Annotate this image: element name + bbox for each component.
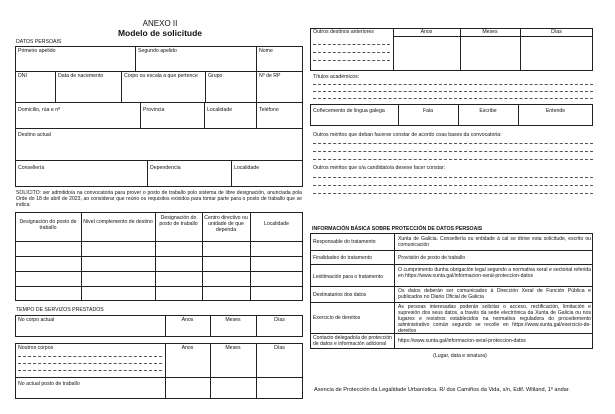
dp-label-recipients: Destinatarios dos datos <box>313 292 367 298</box>
dp-label-legitimation: Lexitimación para o tratamento <box>313 274 383 280</box>
annex-label: ANEXO II <box>142 19 178 28</box>
destinations-years: Anos <box>420 29 433 35</box>
other-destinations-label: Outros destinos anteriores <box>313 29 374 35</box>
field-rp-number[interactable]: Nº de RP <box>259 73 281 79</box>
field-dependency[interactable]: Dependencia <box>150 165 181 171</box>
field-locality[interactable]: Localidade <box>207 107 233 113</box>
field-current-destination[interactable]: Destino actual <box>18 132 51 138</box>
galician-language-label: Coñecemento de lingua galega <box>313 108 385 114</box>
section-heading-services: TEMPO DE SERVIZOS PRESTADOS <box>16 307 104 313</box>
field-first-surname[interactable]: Primeiro apelido <box>18 48 56 54</box>
posts-col-level: Nivel complemento de destino <box>83 219 153 225</box>
field-dni[interactable]: DNI <box>18 73 27 79</box>
field-second-surname[interactable]: Segundo apelido <box>138 48 177 54</box>
posts-col-designation: Designación do posto de traballo <box>19 219 77 231</box>
section-heading-personal: DATOS PERSOAIS <box>16 39 62 45</box>
field-group[interactable]: Grupo <box>208 73 223 79</box>
field-province[interactable]: Provincia <box>143 107 165 113</box>
services-months: Meses <box>225 317 241 323</box>
data-protection-heading: INFORMACIÓN BÁSICA SOBRE PROTECCIÓN DE DATOS PERSOAIS <box>312 226 483 232</box>
dp-label-purpose: Finalidades do tratamento <box>313 255 372 261</box>
services-other-days: Días <box>274 345 285 351</box>
dp-value-legitimation: O cumprimento dunha obrigación legal segundo a normativa xeral e sectorial referida en https://www.xunta.gal/informacion-xeral-proteccion-datos <box>398 267 591 280</box>
dp-value-recipients: Os datos deberán ser comunicados á Dirección Xeral de Función Pública e publicados no Diario Oficial de Galicia <box>398 288 591 301</box>
field-corps[interactable]: Corpo ou escala a que pertence <box>124 73 198 79</box>
dp-label-responsible: Responsable do tratamento <box>313 239 376 245</box>
dp-value-responsible: Xunta de Galicia. Consellería ou entidade á cal se dirixe esta solicitude, escrito ou comunicación <box>398 236 591 249</box>
field-birth-date[interactable]: Data de nacemento <box>58 73 104 79</box>
merits-label: Outros méritos que deban facerse constar de acordo coas bases da convocatoria: <box>313 132 502 138</box>
dp-label-rights: Exercicio de dereitos <box>313 315 361 321</box>
request-text: SOLICITO: ser admitido/a na convocatoria para prover o posto de traballo polo sistema de libre designación, anunciada pola Orde do 18 de abril de 2023, ao considerar que reúno os requisitos exixidos para tomar parte para o posto de traballo que se indica: <box>16 190 302 209</box>
dp-value-rights: As persoas interesadas poderán solicitar o acceso, rectificación, limitación e supresión dos seus datos, a través da sede electrónica da Xunta de Galicia ou nos lugares e rexistros establecidos na normativa reguladora do procedemento administrativo común segundo se recolle en https://www.xunta.gal/exercicio-de-dereitos <box>398 304 591 335</box>
page-title: Modelo de solicitude <box>117 28 203 38</box>
destinations-days: Días <box>551 29 562 35</box>
other-merits-label: Outros méritos que o/a candidato/a desexe facer constar: <box>313 165 446 171</box>
field-department[interactable]: Consellería <box>18 165 45 171</box>
services-other-months: Meses <box>225 345 241 351</box>
field-name[interactable]: Nome <box>259 48 273 54</box>
destinations-months: Meses <box>482 29 498 35</box>
services-current-post: No actual posto de traballo <box>18 381 80 387</box>
posts-col-locality: Localidade <box>263 221 290 227</box>
academic-titles-label: Títulos académicos: <box>313 74 360 80</box>
footer-address: Axencia de Protección da Legalidade Urbanística. R/ dos Camiños da Vida, s/n, Edif. Witland, 1º andar. <box>314 387 570 393</box>
services-other-years: Anos <box>181 345 194 351</box>
services-days: Días <box>274 317 285 323</box>
services-other-bodies: Noutros corpos <box>18 345 54 351</box>
field-phone[interactable]: Teléfono <box>259 107 279 113</box>
field-locality-2[interactable]: Localidade <box>234 165 260 171</box>
posts-col-center: Centro directivo ou unidade de que dependa <box>204 215 248 233</box>
signature-caption: (Lugar, data e sinatura) <box>433 353 487 359</box>
dp-label-contact: Contacto delegado/a de protección de datos e información adicional <box>313 335 393 348</box>
galician-understands: Entende <box>545 108 566 114</box>
galician-speaks: Fala <box>422 108 434 114</box>
services-current-body: No corpo actual <box>18 317 55 323</box>
field-address[interactable]: Domicilio, rúa e nº <box>18 107 60 113</box>
services-years: Anos <box>181 317 194 323</box>
dp-value-purpose: Provisión de posto de traballo <box>398 255 466 261</box>
dp-value-contact: https://www.xunta.gal/informacion-xeral-proteccion-datos <box>398 338 526 344</box>
galician-writes: Escribe <box>479 108 497 114</box>
posts-col-designation-2: Designación do posto de traballo <box>159 215 198 227</box>
